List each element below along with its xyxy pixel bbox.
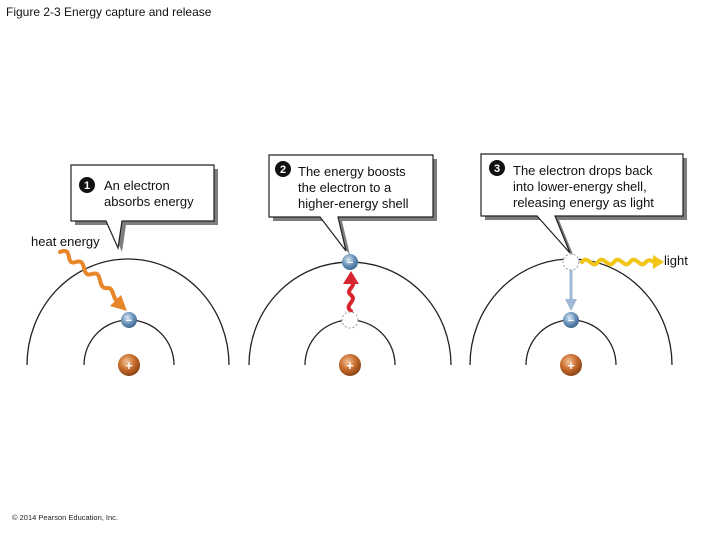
electron-2: [342, 254, 358, 270]
step-3-badge: [489, 160, 505, 176]
step-1-line-1: An electron: [104, 178, 170, 193]
nucleus-1: [118, 354, 140, 376]
step-3-line-2: into lower-energy shell,: [513, 179, 647, 194]
nucleus-3-sign: +: [567, 358, 575, 373]
step-3-number: 3: [493, 163, 501, 175]
nucleus-2: [339, 354, 361, 376]
step-1-text: [104, 178, 194, 210]
step-3-line-3: releasing energy as light: [513, 195, 654, 210]
heat-energy-label: heat energy: [31, 234, 100, 249]
nucleus-2-sign: +: [346, 358, 354, 373]
step-1-number: 1: [83, 180, 91, 192]
light-label: light: [664, 253, 688, 268]
nucleus-3: [560, 354, 582, 376]
step-3-text: [513, 163, 654, 211]
step-2-number: 2: [279, 164, 287, 176]
electron-2-empty-slot: [342, 312, 358, 328]
step-3-line-1: The electron drops back: [513, 163, 653, 178]
step-1-line-2: absorbs energy: [104, 194, 194, 209]
figure-title: Figure 2-3 Energy capture and release: [6, 5, 212, 19]
electron-3-sign: −: [567, 315, 575, 327]
step-2-line-2: the electron to a: [298, 180, 392, 195]
step-2-text: [298, 164, 409, 212]
copyright-notice: © 2014 Pearson Education, Inc.: [12, 513, 119, 522]
step-2-line-3: higher-energy shell: [298, 196, 409, 211]
atom-1-shells: [27, 259, 229, 365]
drop-arrow: [565, 270, 577, 311]
electron-1: [121, 312, 137, 328]
electron-3: [563, 312, 579, 328]
step-2-badge: [275, 161, 291, 177]
electron-3-empty-slot: [563, 254, 579, 270]
electron-2-sign: −: [346, 257, 354, 269]
step-1-badge: [79, 177, 95, 193]
boost-wave: [343, 271, 359, 311]
nucleus-1-sign: +: [125, 358, 133, 373]
electron-1-sign: −: [125, 315, 133, 327]
step-2-line-1: The energy boosts: [298, 164, 406, 179]
